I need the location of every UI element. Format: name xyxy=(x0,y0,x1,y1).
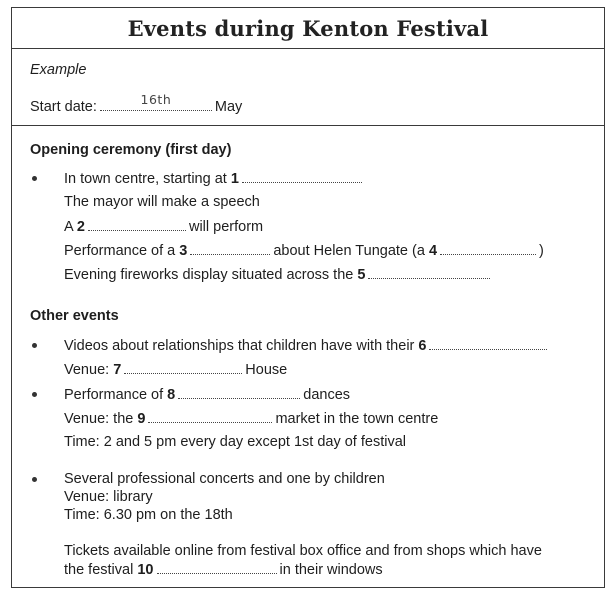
festival-suffix: in their windows xyxy=(279,562,383,578)
bullet xyxy=(32,343,37,348)
opening-line-4-mid: about Helen Tungate (a xyxy=(273,243,425,259)
question-number: 5 xyxy=(357,267,366,283)
performance-prefix: Performance of xyxy=(64,387,164,403)
opening-line-2: The mayor will make a speech xyxy=(64,194,260,210)
answer-blank-5[interactable] xyxy=(368,265,490,279)
opening-line-3 xyxy=(64,217,263,236)
venue-9-prefix: Venue: the xyxy=(64,411,134,427)
opening-line-5-text: Evening fireworks display situated across the xyxy=(64,267,354,283)
venue-9-line xyxy=(64,409,438,428)
venue-7-line xyxy=(64,360,287,379)
opening-line-4-suffix: ) xyxy=(539,243,544,259)
concerts-line: Several professional concerts and one by children xyxy=(64,471,385,487)
example-divider xyxy=(12,125,604,126)
festival-line xyxy=(64,560,383,579)
question-number: 6 xyxy=(418,338,427,354)
question-number: 7 xyxy=(113,362,122,378)
question-number: 3 xyxy=(179,243,188,259)
opening-line-5 xyxy=(64,265,493,284)
answer-blank-4[interactable] xyxy=(440,241,536,255)
opening-line-4-prefix: Performance of a xyxy=(64,243,176,259)
opening-line-3-prefix: A xyxy=(64,219,73,235)
time-18th-line: Time: 6.30 pm on the 18th xyxy=(64,507,233,523)
venue-library-line: Venue: library xyxy=(64,489,153,505)
bullet xyxy=(32,477,37,482)
start-date-answer xyxy=(100,92,212,111)
answer-blank-8[interactable] xyxy=(178,385,300,399)
answer-blank-6[interactable] xyxy=(429,336,547,350)
performance-line xyxy=(64,385,350,404)
title-box xyxy=(12,8,604,49)
start-date-value: 16th xyxy=(140,92,172,107)
question-number: 10 xyxy=(137,562,154,578)
opening-line-3-suffix: will perform xyxy=(188,219,264,235)
opening-heading: Opening ceremony (first day) xyxy=(30,142,232,158)
question-number: 1 xyxy=(230,171,239,187)
videos-line xyxy=(64,336,550,355)
opening-line-4 xyxy=(64,241,544,260)
page-title: Events during Kenton Festival xyxy=(127,15,489,41)
question-number: 9 xyxy=(137,411,146,427)
performance-suffix: dances xyxy=(303,387,351,403)
festival-prefix: the festival xyxy=(64,562,134,578)
example-label: Example xyxy=(30,62,87,78)
start-date-suffix: May xyxy=(214,99,243,115)
question-number: 8 xyxy=(167,387,176,403)
venue-9-suffix: market in the town centre xyxy=(275,411,439,427)
question-number: 4 xyxy=(428,243,438,259)
venue-7-prefix: Venue: xyxy=(64,362,110,378)
answer-blank-7[interactable] xyxy=(124,360,242,374)
opening-line-1-text: In town centre, starting at xyxy=(64,171,227,187)
other-heading: Other events xyxy=(30,308,119,324)
bullet xyxy=(32,392,37,397)
answer-blank-2[interactable] xyxy=(88,217,186,231)
question-number: 2 xyxy=(76,219,85,235)
answer-blank-9[interactable] xyxy=(148,409,272,423)
opening-line-1 xyxy=(64,169,365,188)
videos-text: Videos about relationships that children have with their xyxy=(64,338,415,354)
answer-blank-10[interactable] xyxy=(157,560,277,574)
tickets-line: Tickets available online from festival box office and from shops which have xyxy=(64,543,542,559)
time-line: Time: 2 and 5 pm every day except 1st day of festival xyxy=(64,434,406,450)
venue-7-suffix: House xyxy=(245,362,288,378)
answer-blank-1[interactable] xyxy=(242,169,362,183)
start-date-label: Start date: xyxy=(30,99,97,115)
bullet xyxy=(32,176,37,181)
start-date-line xyxy=(30,92,243,116)
answer-blank-3[interactable] xyxy=(190,241,270,255)
